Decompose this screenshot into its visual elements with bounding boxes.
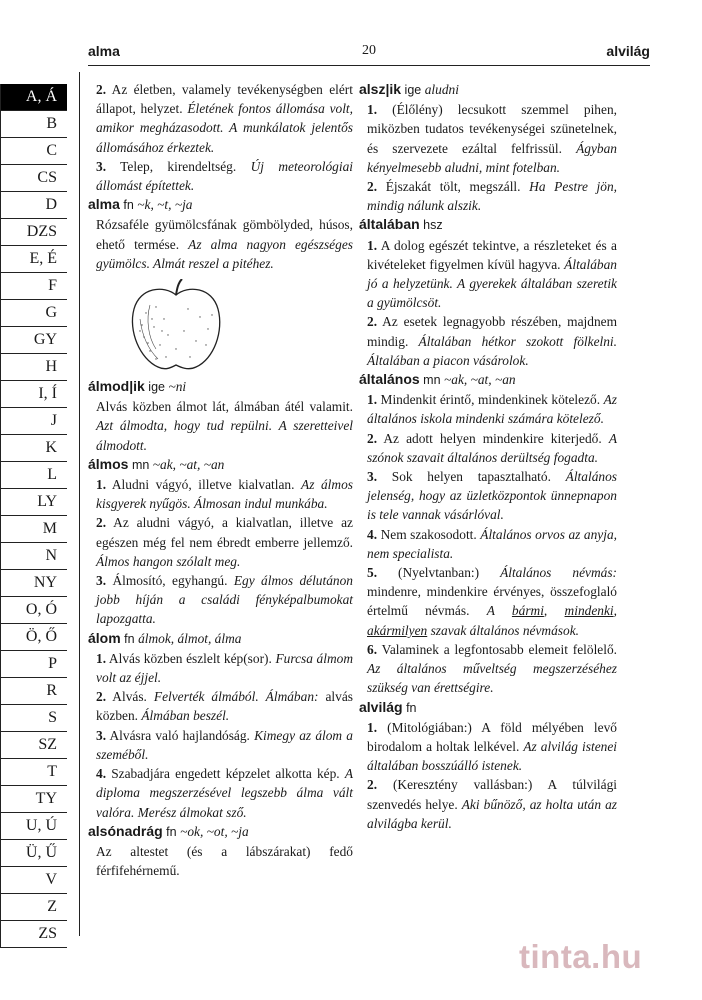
index-tab[interactable]: CS — [1, 165, 67, 192]
headword-line: általában hsz — [359, 216, 443, 233]
index-tab[interactable]: C — [1, 138, 67, 165]
index-tab[interactable]: T — [1, 759, 67, 786]
sense: 1. (Mitológiában:) A föld mélyében levő birodalom a holtak lelkével. Az alvilág istenei általában bosszúálló istenek. — [367, 719, 618, 774]
headword-line: álmos mn ~ak, ~at, ~an — [88, 455, 225, 472]
headword-line: álmod|ik ige ~ni — [88, 378, 187, 395]
index-tab[interactable]: I, Í — [1, 381, 67, 408]
sense: 3. Sok helyen tapasztalható. Általános jelenség, hogy az üzletközpontok ünnepnapon is tele vannak vásárlóval. — [367, 469, 617, 523]
headword: alsónadrág — [88, 822, 163, 839]
right-column — [359, 80, 617, 833]
index-tab[interactable]: O, Ó — [1, 597, 67, 624]
sense: 3. Alvásra való hajlandóság. Kimegy az álom a szeméből. — [96, 727, 353, 762]
sense: 5. (Nyelvtanban:) Általános névmás: mindenre, mindenkire érvényes, összefoglaló értelmű névmás. A bármi, mindenki, akármilyen szavak általános névmások. — [367, 565, 617, 638]
headword-line: alvilág fn — [359, 698, 417, 715]
publisher-watermark: tinta.hu — [519, 938, 643, 975]
sense: 3. Telep, kirendeltség. Új meteorológiai állomást építettek. — [96, 158, 353, 194]
headword-line: alsz|ik ige aludni — [359, 81, 459, 97]
headword: alma — [88, 196, 120, 213]
left-column — [88, 80, 353, 880]
cross-reference: akármilyen — [367, 622, 428, 638]
cross-reference: mindenki — [564, 603, 614, 619]
header-first-word: alma — [88, 43, 120, 59]
index-tab[interactable]: G — [1, 300, 67, 327]
index-tab[interactable]: Ö, Ő — [1, 624, 67, 651]
index-tab[interactable]: U, Ú — [1, 813, 67, 840]
index-divider — [79, 72, 80, 936]
page-number: 20 — [362, 43, 376, 58]
sense: 1. (Élőlény) lecsukott szemmel pihen, miközben tudatos tevékenységei szünetelnek, és szervezete ezáltal felfrissül. Ágyban kényelmesebb aludni, mint fotelban. — [367, 102, 617, 175]
sense: 4. Szabadjára engedett képzelet alkotta kép. A diploma megszerzésével legszebb álma vált valóra. Merész álmokat sző. — [96, 766, 353, 820]
sense: 2. Éjszakát tölt, megszáll. Ha Pestre jön, mindig nálunk alszik. — [367, 179, 617, 214]
definition: Rózsaféle gyümölcsfának gömbölyded, húsos, ehető termése. Az alma nagyon egészséges gyümölcs. Almát reszel a pitéhez. — [96, 217, 353, 271]
headword: álom — [88, 629, 121, 646]
sense: 2. Az életben, valamely tevékenységben elért állapot, helyzet. Életének fontos állomása volt, amikor megházasodott. A munkálatok jelentős állomásához érkeztek. — [96, 82, 354, 155]
headword-line: általános mn ~ak, ~at, ~an — [359, 371, 516, 388]
cross-reference: bármi — [511, 603, 544, 619]
headword: álmos — [88, 455, 129, 472]
index-tab[interactable]: R — [1, 678, 67, 705]
headword-line: alma fn ~k, ~t, ~ja — [88, 196, 193, 213]
header-last-word: alvilág — [606, 43, 650, 59]
index-tab[interactable]: M — [1, 516, 67, 543]
index-tab[interactable]: V — [1, 867, 67, 894]
index-tab[interactable]: H — [1, 354, 67, 381]
index-tab[interactable]: S — [1, 705, 67, 732]
headword: álmod|ik — [88, 378, 145, 395]
index-tab[interactable]: B — [1, 111, 67, 138]
sense: 2. Alvás. Felverték álmából. Álmában: alvás közben. Álmában beszél. — [96, 689, 353, 724]
sense: 2. Az esetek legnagyobb részében, majdnem mindig. Általában hétkor szokott fölkelni. Általában a piacon vásárolok. — [367, 314, 618, 368]
header-rule — [88, 65, 650, 66]
sense: 3. Álmosító, egyhangú. Egy álmos délutánon jobb híján a családi fényképalbumokat lapozgatta. — [96, 573, 353, 627]
definition: Az altestet (és a lábszárakat) fedő férfifehérnemű. — [96, 843, 353, 879]
index-tab-active[interactable]: A, Á — [1, 84, 67, 111]
index-tab[interactable]: SZ — [1, 732, 67, 759]
index-tab[interactable]: Ü, Ű — [1, 840, 67, 867]
running-header — [88, 43, 650, 65]
index-tab[interactable]: E, É — [1, 246, 67, 273]
sense: 1. A dolog egészét tekintve, a részleteket és a kivételeket figyelmen kívül hagyva. Általában jó a helyzetünk. A gyerekek általában szeretik a gyümölcsöt. — [367, 237, 617, 311]
headword-line: álom fn álmok, álmot, álma — [88, 629, 242, 646]
index-tab[interactable]: J — [1, 408, 67, 435]
index-tab[interactable]: Z — [1, 894, 67, 921]
headword-line: alsónadrág fn ~ok, ~ot, ~ja — [88, 822, 249, 839]
headword: alsz|ik — [359, 81, 402, 97]
index-tab[interactable]: P — [1, 651, 67, 678]
index-tab[interactable]: DZS — [1, 219, 67, 246]
sense: 1. Alvás közben észlelt kép(sor). Furcsa álmom volt az éjjel. — [96, 650, 353, 686]
definition: Alvás közben álmot lát, álmában átél valamit. Azt álmodta, hogy tud repülni. A szeretteivel álmodott. — [96, 399, 353, 453]
sense: 6. Valaminek a legfontosabb elemeit felölelő. Az általános műveltség megszerzéséhez szükség van érettségire. — [367, 641, 617, 696]
index-tab[interactable]: K — [1, 435, 67, 462]
index-tab[interactable]: F — [1, 273, 67, 300]
index-tab[interactable]: TY — [1, 786, 67, 813]
index-tab[interactable]: LY — [1, 489, 67, 516]
index-tab[interactable]: NY — [1, 570, 67, 597]
index-tab[interactable]: L — [1, 462, 67, 489]
sense: 1. Aludni vágyó, illetve kialvatlan. Az álmos kisgyerek nyűgös. Álmosan indul munkába. — [96, 477, 353, 512]
headword: alvilág — [359, 698, 403, 715]
index-tab[interactable]: GY — [1, 327, 67, 354]
sense: 2. Az adott helyen mindenkire kiterjedő. A szónok szavait általános derültség fogadta. — [367, 430, 617, 465]
sense: 4. Nem szakosodott. Általános orvos az anyja, nem specialista. — [367, 526, 617, 561]
index-tab[interactable]: D — [1, 192, 67, 219]
index-tab[interactable]: ZS — [1, 921, 67, 948]
headword: általában — [359, 216, 420, 233]
headword: általános — [359, 371, 420, 388]
apple-illustration — [126, 279, 226, 375]
sense: 2. Az aludni vágyó, a kialvatlan, illetve az egészen még fel nem ébredt emberre jellemző. Álmos hangon szólalt meg. — [96, 515, 353, 569]
letter-index — [0, 84, 67, 948]
sense: 1. Mindenkit érintő, mindenkinek kötelező. Az általános iskola mindenki számára kötelező. — [367, 392, 617, 427]
sense: 2. (Keresztény vallásban:) A túlvilági szenvedés helye. Aki bűnöző, az holta után az alvilágba kerül. — [367, 777, 618, 831]
index-tab[interactable]: N — [1, 543, 67, 570]
